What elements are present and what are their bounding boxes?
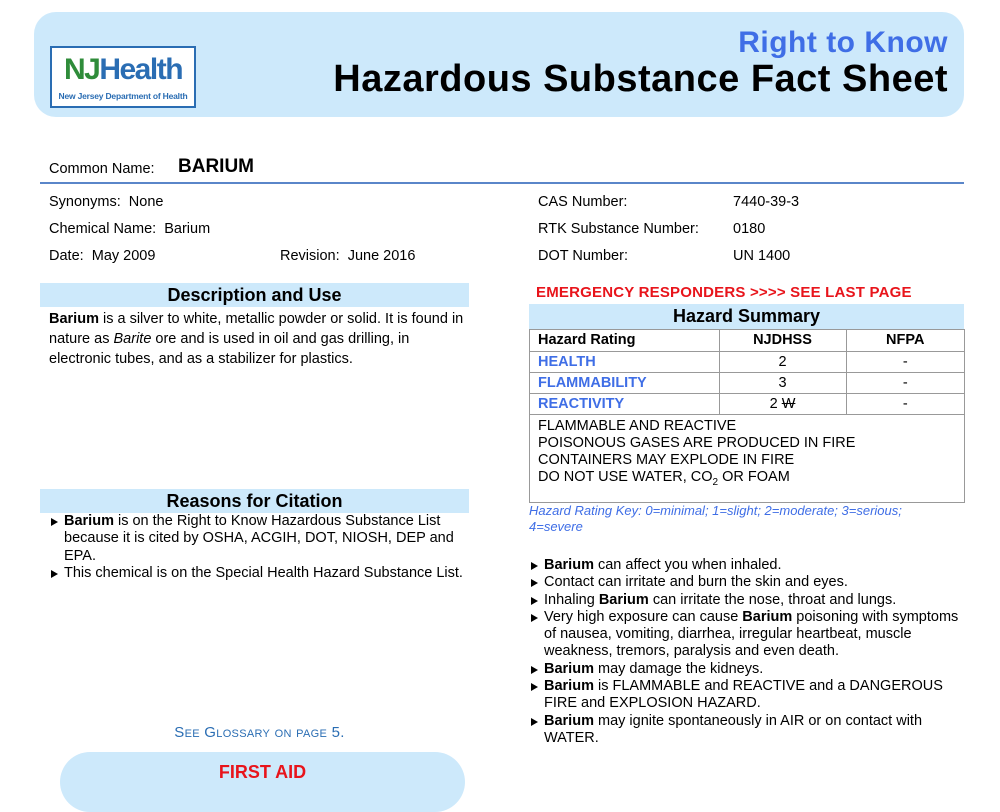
table-header-row	[530, 330, 964, 351]
chemical-name-field	[49, 221, 210, 237]
hazard-summary-box	[529, 329, 965, 503]
citation-heading: Reasons for Citation	[40, 489, 469, 513]
divider-line	[40, 182, 964, 184]
revision-field	[280, 248, 415, 264]
col-nfpa: NFPA	[846, 330, 964, 351]
date-label: Date:	[49, 248, 84, 264]
list-item: Inhaling Barium can irritate the nose, throat and lungs.	[529, 592, 959, 609]
rtk-value: 0180	[733, 221, 766, 237]
cas-value: 7440-39-3	[733, 194, 800, 210]
logo-health-text: Health	[99, 53, 183, 86]
first-aid-banner	[60, 752, 465, 812]
revision-label: Revision:	[280, 248, 340, 264]
chemical-name-value: Barium	[164, 221, 211, 237]
cas-label: CAS Number:	[538, 194, 628, 210]
list-item: Barium is FLAMMABLE and REACTIVE and a DANGEROUS FIRE and EXPLOSION HAZARD.	[529, 678, 959, 713]
hazard-rating-key: Hazard Rating Key: 0=minimal; 1=slight; 2=moderate; 3=serious; 4=severe	[529, 503, 902, 534]
synonyms-field	[49, 194, 163, 210]
dot-label: DOT Number:	[538, 248, 628, 264]
date-value: May 2009	[91, 248, 156, 264]
synonyms-value: None	[128, 194, 164, 210]
col-hazard-rating: Hazard Rating	[530, 330, 719, 351]
list-item: Barium may ignite spontaneously in AIR or on contact with WATER.	[529, 713, 959, 748]
col-njdhss: NJDHSS	[719, 330, 846, 351]
table-row: REACTIVITY 2 W -	[530, 393, 964, 414]
dot-value: UN 1400	[733, 248, 791, 264]
list-item: Barium may damage the kidneys.	[529, 661, 959, 678]
first-aid-heading: FIRST AID	[218, 762, 307, 782]
header-banner	[34, 12, 964, 117]
list-item: Barium can affect you when inhaled.	[529, 557, 959, 574]
common-name-value: BARIUM	[178, 156, 254, 177]
description-ore: Barite	[113, 331, 152, 347]
list-item: This chemical is on the Special Health Hazard Substance List.	[49, 565, 469, 582]
right-to-know-title: Right to Know	[738, 26, 948, 59]
rating-health: HEALTH	[530, 351, 719, 372]
logo-subtitle: New Jersey Department of Health	[58, 91, 188, 101]
hazard-rating-table	[530, 330, 964, 415]
synonyms-label: Synonyms:	[49, 194, 121, 210]
date-field	[49, 248, 155, 264]
hazard-notes: FLAMMABLE AND REACTIVE POISONOUS GASES ARE PRODUCED IN FIRE CONTAINERS MAY EXPLODE IN FIRE DO NOT USE WATER, $CO_2$ OR FOAM	[538, 418, 856, 488]
effects-list	[529, 557, 959, 747]
rating-flammability: FLAMMABILITY	[530, 372, 719, 393]
table-row: FLAMMABILITY 3 -	[530, 372, 964, 393]
list-item: Contact can irritate and burn the skin and eyes.	[529, 574, 959, 591]
description-text: Barium is a silver to white, metallic powder or solid. It is found in nature as Barite ore and is used in oil and gas drilling, in electronic tubes, and as a stabilizer for plastics.	[49, 311, 464, 367]
page-title: Hazardous Substance Fact Sheet	[333, 58, 948, 100]
table-row: HEALTH 2 -	[530, 351, 964, 372]
logo-nj-text: NJ	[63, 53, 100, 86]
rating-reactivity: REACTIVITY	[530, 393, 719, 414]
common-name-label: Common Name:	[49, 161, 155, 177]
hazard-summary-heading: Hazard Summary	[529, 304, 964, 329]
revision-value: June 2016	[347, 248, 416, 264]
citation-list	[49, 513, 469, 582]
emergency-responders-notice: EMERGENCY RESPONDERS >>>> SEE LAST PAGE	[536, 284, 912, 301]
chemical-name-label: Chemical Name:	[49, 221, 157, 237]
list-item: Very high exposure can cause Barium poisoning with symptoms of nausea, vomiting, diarrhea, irregular heartbeat, muscle weakness, tremors, paralysis and even death.	[529, 609, 959, 661]
description-heading: Description and Use	[40, 283, 469, 307]
glossary-link[interactable]: See Glossary on page 5.	[174, 724, 345, 741]
water-reactive-symbol: W	[781, 395, 796, 412]
list-item: Barium is on the Right to Know Hazardous Substance List because it is cited by OSHA, ACGIH, DOT, NIOSH, DEP and EPA.	[49, 513, 469, 565]
rtk-label: RTK Substance Number:	[538, 221, 699, 237]
nj-health-logo	[50, 46, 196, 108]
description-subject: Barium	[49, 311, 99, 327]
